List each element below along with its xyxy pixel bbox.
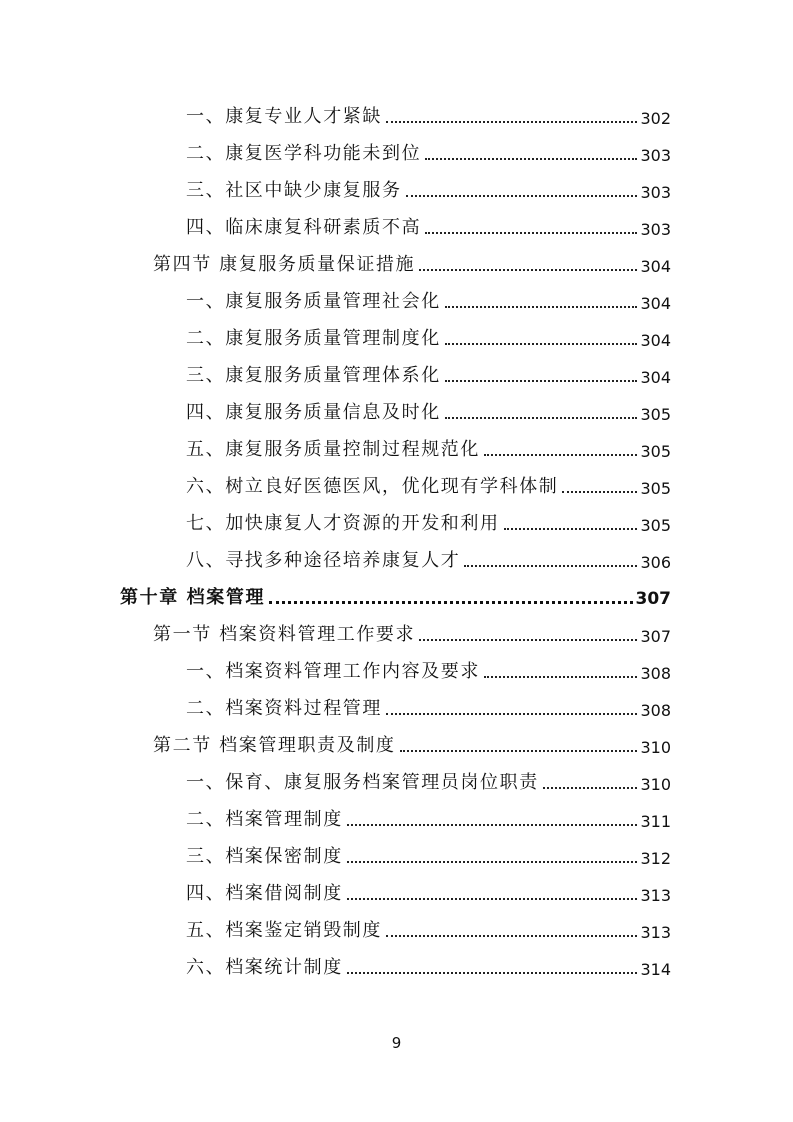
dot-leader xyxy=(425,232,637,234)
toc-entry xyxy=(186,100,671,128)
toc-section-entry xyxy=(153,618,671,646)
dot-leader xyxy=(445,343,638,345)
toc-entry xyxy=(186,914,671,942)
toc-entry-page: 311 xyxy=(640,812,671,831)
toc-entry-page: 310 xyxy=(640,775,671,794)
toc-entry-title: 二、康复服务质量管理制度化 xyxy=(186,328,441,349)
toc-entry-page: 313 xyxy=(640,923,671,942)
dot-leader xyxy=(347,898,638,900)
page-number: 9 xyxy=(391,1034,402,1052)
dot-leader xyxy=(419,639,637,641)
toc-section-entry xyxy=(153,729,671,757)
dot-leader xyxy=(445,380,638,382)
toc-entry-title: 一、康复服务质量管理社会化 xyxy=(186,291,441,312)
dot-leader xyxy=(543,787,638,789)
dot-leader xyxy=(445,417,638,419)
toc-entry xyxy=(186,322,671,350)
toc-entry-title: 第四节 康复服务质量保证措施 xyxy=(153,254,416,275)
toc-entry xyxy=(186,396,671,424)
dot-leader xyxy=(406,195,638,197)
toc-entry xyxy=(186,766,671,794)
toc-entry-page: 304 xyxy=(640,294,671,313)
toc-entry xyxy=(186,507,671,535)
toc-entry-title: 一、档案资料管理工作内容及要求 xyxy=(186,661,480,682)
toc-entry-page: 306 xyxy=(640,553,671,572)
dot-leader xyxy=(504,528,638,530)
toc-entry xyxy=(186,877,671,905)
toc-entry-page: 312 xyxy=(640,849,671,868)
dot-leader xyxy=(562,491,637,493)
toc-entry xyxy=(186,692,671,720)
toc-entry-title: 二、康复医学科功能未到位 xyxy=(186,143,422,164)
toc-entry xyxy=(186,655,671,683)
toc-entry xyxy=(186,137,671,165)
toc-entry xyxy=(186,174,671,202)
toc-entry-title: 二、档案管理制度 xyxy=(186,809,343,830)
dot-leader xyxy=(425,158,637,160)
toc-entry-title: 三、档案保密制度 xyxy=(186,846,343,867)
toc-entry-page: 307 xyxy=(640,627,671,646)
toc-chapter-entry xyxy=(120,581,671,609)
toc-entry-page: 307 xyxy=(635,589,671,609)
dot-leader xyxy=(484,676,637,678)
toc-entry-title: 三、社区中缺少康复服务 xyxy=(186,180,402,201)
dot-leader xyxy=(484,454,637,456)
dot-leader xyxy=(386,121,637,123)
toc-entry-title: 五、康复服务质量控制过程规范化 xyxy=(186,439,480,460)
toc-entry xyxy=(186,803,671,831)
toc-entry-title: 一、康复专业人才紧缺 xyxy=(186,106,382,127)
toc-entry-page: 303 xyxy=(640,146,671,165)
toc-entry-page: 303 xyxy=(640,183,671,202)
toc-entry-page: 308 xyxy=(640,701,671,720)
dot-leader xyxy=(386,935,637,937)
toc-entry xyxy=(186,433,671,461)
dot-leader xyxy=(386,713,637,715)
toc-entry-title: 第十章 档案管理 xyxy=(120,587,266,608)
toc-entry-page: 313 xyxy=(640,886,671,905)
dot-leader xyxy=(445,306,638,308)
toc-entry-title: 二、档案资料过程管理 xyxy=(186,698,382,719)
toc-entry-title: 七、加快康复人才资源的开发和利用 xyxy=(186,513,500,534)
toc-entry xyxy=(186,285,671,313)
toc-entry xyxy=(186,359,671,387)
toc-entry-title: 第一节 档案资料管理工作要求 xyxy=(153,624,416,645)
toc-entry-page: 305 xyxy=(640,405,671,424)
dot-leader xyxy=(464,565,637,567)
toc-entry-page: 303 xyxy=(640,220,671,239)
toc-entry xyxy=(186,211,671,239)
dot-leader xyxy=(400,750,638,752)
toc-entry xyxy=(186,470,671,498)
dot-leader xyxy=(347,972,638,974)
dot-leader xyxy=(347,824,638,826)
dot-leader xyxy=(269,601,632,604)
toc-entry xyxy=(186,544,671,572)
toc-entry xyxy=(186,840,671,868)
toc-entry-page: 305 xyxy=(640,516,671,535)
toc-entry-title: 一、保育、康复服务档案管理员岗位职责 xyxy=(186,772,539,793)
toc-entry-title: 八、寻找多种途径培养康复人才 xyxy=(186,550,461,571)
toc-entry xyxy=(186,951,671,979)
toc-entry-page: 305 xyxy=(640,479,671,498)
toc-entry-page: 310 xyxy=(640,738,671,757)
dot-leader xyxy=(347,861,638,863)
toc-entry-title: 四、档案借阅制度 xyxy=(186,883,343,904)
dot-leader xyxy=(419,269,637,271)
toc-entry-title: 三、康复服务质量管理体系化 xyxy=(186,365,441,386)
toc-entry-title: 四、临床康复科研素质不高 xyxy=(186,217,422,238)
toc-section-entry xyxy=(153,248,671,276)
toc-entry-page: 304 xyxy=(640,331,671,350)
toc-entry-title: 六、树立良好医德医风，优化现有学科体制 xyxy=(186,476,559,497)
toc-entry-page: 314 xyxy=(640,960,671,979)
toc-entry-title: 第二节 档案管理职责及制度 xyxy=(153,735,396,756)
toc-entry-page: 308 xyxy=(640,664,671,683)
toc-entry-title: 五、档案鉴定销毁制度 xyxy=(186,920,382,941)
toc-entry-title: 四、康复服务质量信息及时化 xyxy=(186,402,441,423)
toc-entry-title: 六、档案统计制度 xyxy=(186,957,343,978)
toc-entry-page: 304 xyxy=(640,257,671,276)
toc-entry-page: 304 xyxy=(640,368,671,387)
toc-entry-page: 305 xyxy=(640,442,671,461)
toc-entry-page: 302 xyxy=(640,109,671,128)
